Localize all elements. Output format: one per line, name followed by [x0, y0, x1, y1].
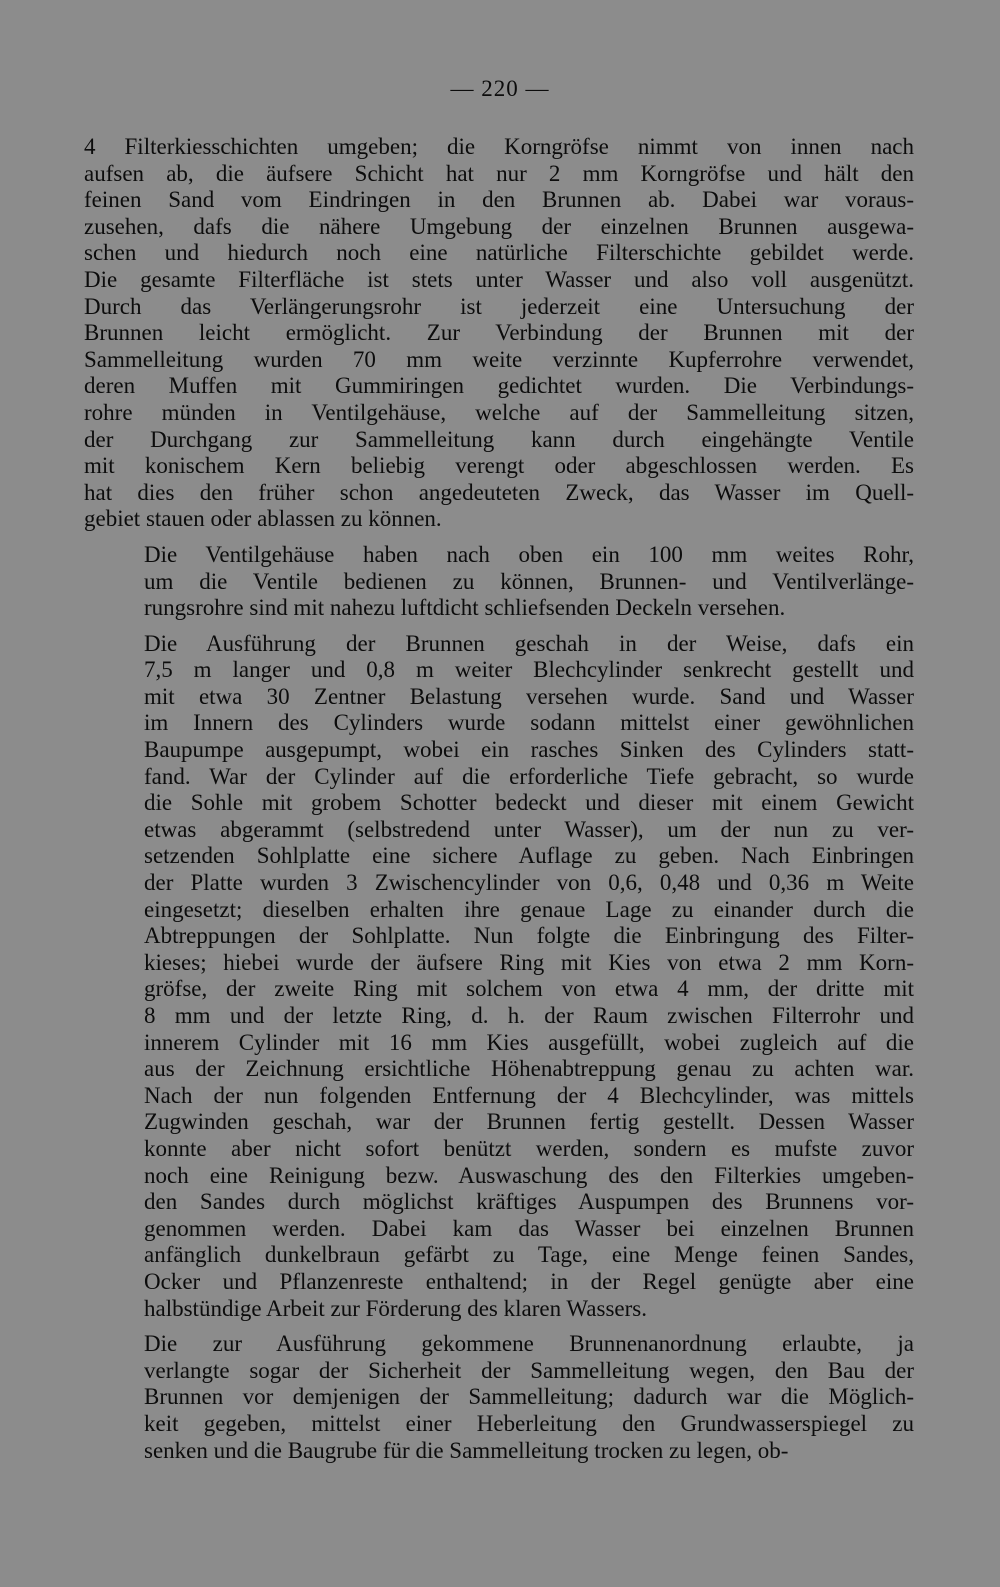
text-line: keit gegeben, mittelst einer Heberleitung den Grundwasserspiegel zu — [144, 1410, 914, 1436]
text-line: konnte aber nicht sofort benützt werden, sondern es mufste zuvor — [144, 1135, 914, 1161]
text-line: Die Ventilgehäuse haben nach oben ein 100 mm weites Rohr, — [144, 541, 914, 567]
text-line: aus der Zeichnung ersichtliche Höhenabtreppung genau zu achten war. — [144, 1056, 914, 1082]
paragraph — [84, 542, 914, 622]
text-line: Sammelleitung wurden 70 mm weite verzinnte Kupferrohre verwendet, — [84, 346, 914, 372]
text-line: setzenden Sohlplatte eine sichere Auflage zu geben. Nach Einbringen — [144, 843, 914, 869]
text-line: genommen werden. Dabei kam das Wasser bei einzelnen Brunnen — [144, 1215, 914, 1241]
text-line: Durch das Verlängerungsrohr ist jederzeit eine Untersuchung der — [84, 293, 914, 319]
text-line: anfänglich dunkelbraun gefärbt zu Tage, eine Menge feinen Sandes, — [144, 1242, 914, 1268]
text-line: Brunnen leicht ermöglicht. Zur Verbindung der Brunnen mit der — [84, 320, 914, 346]
text-line: Die Ausführung der Brunnen geschah in der Weise, dafs ein — [144, 630, 914, 656]
text-line: deren Muffen mit Gummiringen gedichtet wurden. Die Verbindungs- — [84, 373, 914, 399]
text-line: den Sandes durch möglichst kräftiges Auspumpen des Brunnens vor- — [144, 1189, 914, 1215]
paragraph — [84, 1331, 914, 1464]
text-line: aufsen ab, die äufsere Schicht hat nur 2 mm Korngröfse und hält den — [84, 160, 914, 186]
text-line: fand. War der Cylinder auf die erforderliche Tiefe gebracht, so wurde — [144, 763, 914, 789]
text-line: gebiet stauen oder ablassen zu können. — [84, 506, 442, 532]
text-line: der Platte wurden 3 Zwischencylinder von 0,6, 0,48 und 0,36 m Weite — [144, 870, 914, 896]
text-line: mit etwa 30 Zentner Belastung versehen wurde. Sand und Wasser — [144, 683, 914, 709]
text-line: rungsrohre sind mit nahezu luftdicht schliefsenden Deckeln versehen. — [144, 595, 786, 621]
text-line: zusehen, dafs die nähere Umgebung der einzelnen Brunnen ausgewa- — [84, 213, 914, 239]
text-line: mit konischem Kern beliebig verengt oder abgeschlossen werden. Es — [84, 453, 914, 479]
text-line: hat dies den früher schon angedeuteten Zweck, das Wasser im Quell- — [84, 479, 914, 505]
page-number: — 220 — — [450, 76, 550, 101]
text-line: Brunnen vor demjenigen der Sammelleitung; dadurch war die Möglich- — [144, 1384, 914, 1410]
text-line: gröfse, der zweite Ring mit solchem von etwa 4 mm, der dritte mit — [144, 976, 914, 1002]
text-line: 8 mm und der letzte Ring, d. h. der Raum zwischen Filterrohr und — [144, 1003, 914, 1028]
text-line: Die gesamte Filterfläche ist stets unter Wasser und also voll ausgenützt. — [84, 266, 914, 292]
text-line: Nach der nun folgenden Entfernung der 4 Blechcylinder, was mittels — [144, 1082, 914, 1108]
text-line: 7,5 m langer und 0,8 m weiter Blechcylinder senkrecht gestellt und — [144, 657, 914, 683]
text-line: feinen Sand vom Eindringen in den Brunnen ab. Dabei war voraus- — [84, 187, 914, 213]
text-line: verlangte sogar der Sicherheit der Sammelleitung wegen, den Bau der — [144, 1357, 914, 1383]
text-line: rohre münden in Ventilgehäuse, welche auf der Sammelleitung sitzen, — [84, 399, 914, 425]
text-line: halbstündige Arbeit zur Förderung des klaren Wassers. — [144, 1295, 647, 1321]
text-line: eingesetzt; dieselben erhalten ihre genaue Lage zu einander durch die — [144, 896, 914, 922]
text-line: innerem Cylinder mit 16 mm Kies ausgefüllt, wobei zugleich auf die — [144, 1029, 914, 1055]
text-line: Zugwinden geschah, war der Brunnen fertig gestellt. Dessen Wasser — [144, 1109, 914, 1135]
text-line: etwas abgerammt (selbstredend unter Wasser), um der nun zu ver- — [144, 816, 914, 842]
text-line: die Sohle mit grobem Schotter bedeckt und dieser mit einem Gewicht — [144, 790, 914, 816]
text-line: kieses; hiebei wurde der äufsere Ring mit Kies von etwa 2 mm Korn- — [144, 949, 914, 975]
text-line: Die zur Ausführung gekommene Brunnenanordnung erlaubte, ja — [144, 1331, 914, 1357]
text-line: noch eine Reinigung bezw. Auswaschung des den Filterkies umgeben- — [144, 1162, 914, 1188]
text-line: schen und hiedurch noch eine natürliche Filterschichte gebildet werde. — [84, 240, 914, 266]
text-line: senken und die Baugrube für die Sammelleitung trocken zu legen, ob- — [144, 1437, 789, 1463]
text-line: Abtreppungen der Sohlplatte. Nun folgte die Einbringung des Filter- — [144, 923, 914, 949]
text-line: Baupumpe ausgepumpt, wobei ein rasches Sinken des Cylinders statt- — [144, 737, 914, 763]
text-line: um die Ventile bedienen zu können, Brunnen- und Ventilverlänge- — [144, 568, 914, 594]
text-line: im Innern des Cylinders wurde sodann mittelst einer gewöhnlichen — [144, 710, 914, 736]
paragraph — [84, 134, 914, 533]
text-line: 4 Filterkiesschichten umgeben; die Korngröfse nimmt von innen nach — [84, 134, 914, 159]
text-line: der Durchgang zur Sammelleitung kann durch eingehängte Ventile — [84, 426, 914, 452]
body-text — [84, 134, 914, 1473]
paragraph — [84, 631, 914, 1322]
text-line: Ocker und Pflanzenreste enthaltend; in der Regel genügte aber eine — [144, 1268, 914, 1294]
